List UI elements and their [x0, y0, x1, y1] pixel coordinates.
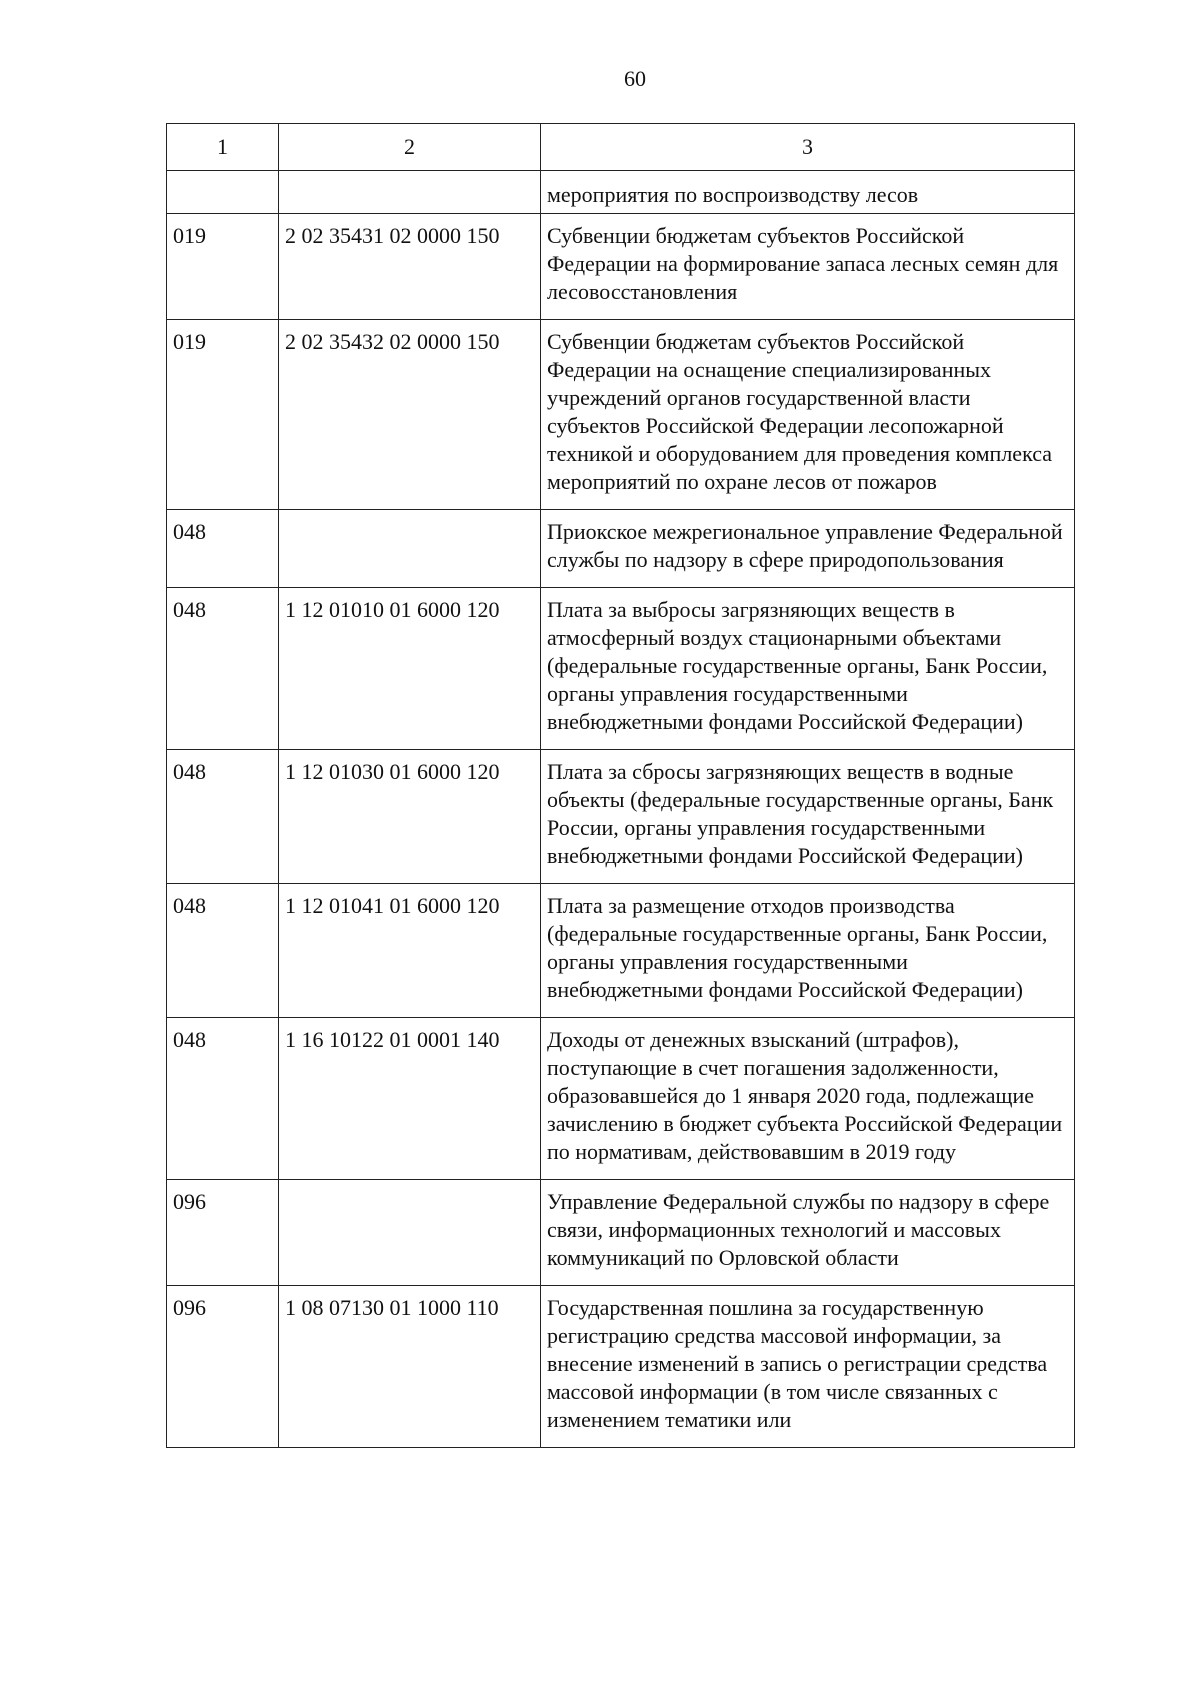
- admin-code-cell: 048: [167, 884, 279, 1018]
- admin-code-cell: 019: [167, 320, 279, 510]
- table-row: [167, 884, 1075, 1018]
- table-row: [167, 588, 1075, 750]
- revenue-code-cell: 1 12 01041 01 6000 120: [279, 884, 541, 1018]
- revenue-code-cell: 2 02 35432 02 0000 150: [279, 320, 541, 510]
- revenue-code-cell: 2 02 35431 02 0000 150: [279, 214, 541, 320]
- description-cell: Плата за сбросы загрязняющих веществ в водные объекты (федеральные государственные органы, Банк России, органы управления государственными внебюджетными фондами Российской Федерации): [541, 750, 1075, 884]
- table-header-row: [167, 124, 1075, 171]
- description-cell: Государственная пошлина за государственную регистрацию средства массовой информации, за внесение изменений в запись о регистрации средства массовой информации (в том числе связанных с изменением тематики или: [541, 1286, 1075, 1448]
- table-row: [167, 1018, 1075, 1180]
- table-row: [167, 214, 1075, 320]
- header-cell-2: 2: [279, 124, 541, 171]
- description-cell: Плата за выбросы загрязняющих веществ в атмосферный воздух стационарными объектами (федеральные государственные органы, Банк России, органы управления государственными внебюджетными фондами Российской Федерации): [541, 588, 1075, 750]
- table-row: [167, 171, 1075, 214]
- revenue-code-cell: 1 08 07130 01 1000 110: [279, 1286, 541, 1448]
- description-cell: Субвенции бюджетам субъектов Российской Федерации на оснащение специализированных учреждений органов государственной власти субъектов Российской Федерации лесопожарной техникой и оборудованием для проведения комплекса мероприятий по охране лесов от пожаров: [541, 320, 1075, 510]
- description-cell: Субвенции бюджетам субъектов Российской Федерации на формирование запаса лесных семян для лесовосстановления: [541, 214, 1075, 320]
- revenue-code-cell: 1 16 10122 01 0001 140: [279, 1018, 541, 1180]
- table-row: [167, 1286, 1075, 1448]
- admin-code-cell: 019: [167, 214, 279, 320]
- description-cell: Доходы от денежных взысканий (штрафов), поступающие в счет погашения задолженности, образовавшейся до 1 января 2020 года, подлежащие зачислению в бюджет субъекта Российской Федерации по нормативам, действовавшим в 2019 году: [541, 1018, 1075, 1180]
- table-row: [167, 1180, 1075, 1286]
- admin-code-cell: 096: [167, 1180, 279, 1286]
- table-row: [167, 320, 1075, 510]
- revenue-code-cell: [279, 1180, 541, 1286]
- revenue-code-cell: 1 12 01010 01 6000 120: [279, 588, 541, 750]
- admin-code-cell: 048: [167, 588, 279, 750]
- admin-code-cell: 048: [167, 750, 279, 884]
- revenue-code-cell: 1 12 01030 01 6000 120: [279, 750, 541, 884]
- description-cell: Плата за размещение отходов производства (федеральные государственные органы, Банк России, органы управления государственными внебюджетными фондами Российской Федерации): [541, 884, 1075, 1018]
- description-cell: Управление Федеральной службы по надзору в сфере связи, информационных технологий и массовых коммуникаций по Орловской области: [541, 1180, 1075, 1286]
- revenue-code-cell: [279, 510, 541, 588]
- admin-code-cell: [167, 171, 279, 214]
- admin-code-cell: 048: [167, 510, 279, 588]
- revenue-code-cell: [279, 171, 541, 214]
- header-cell-1: 1: [167, 124, 279, 171]
- description-cell: Приокское межрегиональное управление Федеральной службы по надзору в сфере природопользования: [541, 510, 1075, 588]
- budget-codes-table: [166, 123, 1075, 1448]
- admin-code-cell: 048: [167, 1018, 279, 1180]
- page-number: 60: [624, 66, 646, 91]
- table-row: [167, 510, 1075, 588]
- table-row: [167, 750, 1075, 884]
- description-cell: мероприятия по воспроизводству лесов: [541, 171, 1075, 214]
- admin-code-cell: 096: [167, 1286, 279, 1448]
- header-cell-3: 3: [541, 124, 1075, 171]
